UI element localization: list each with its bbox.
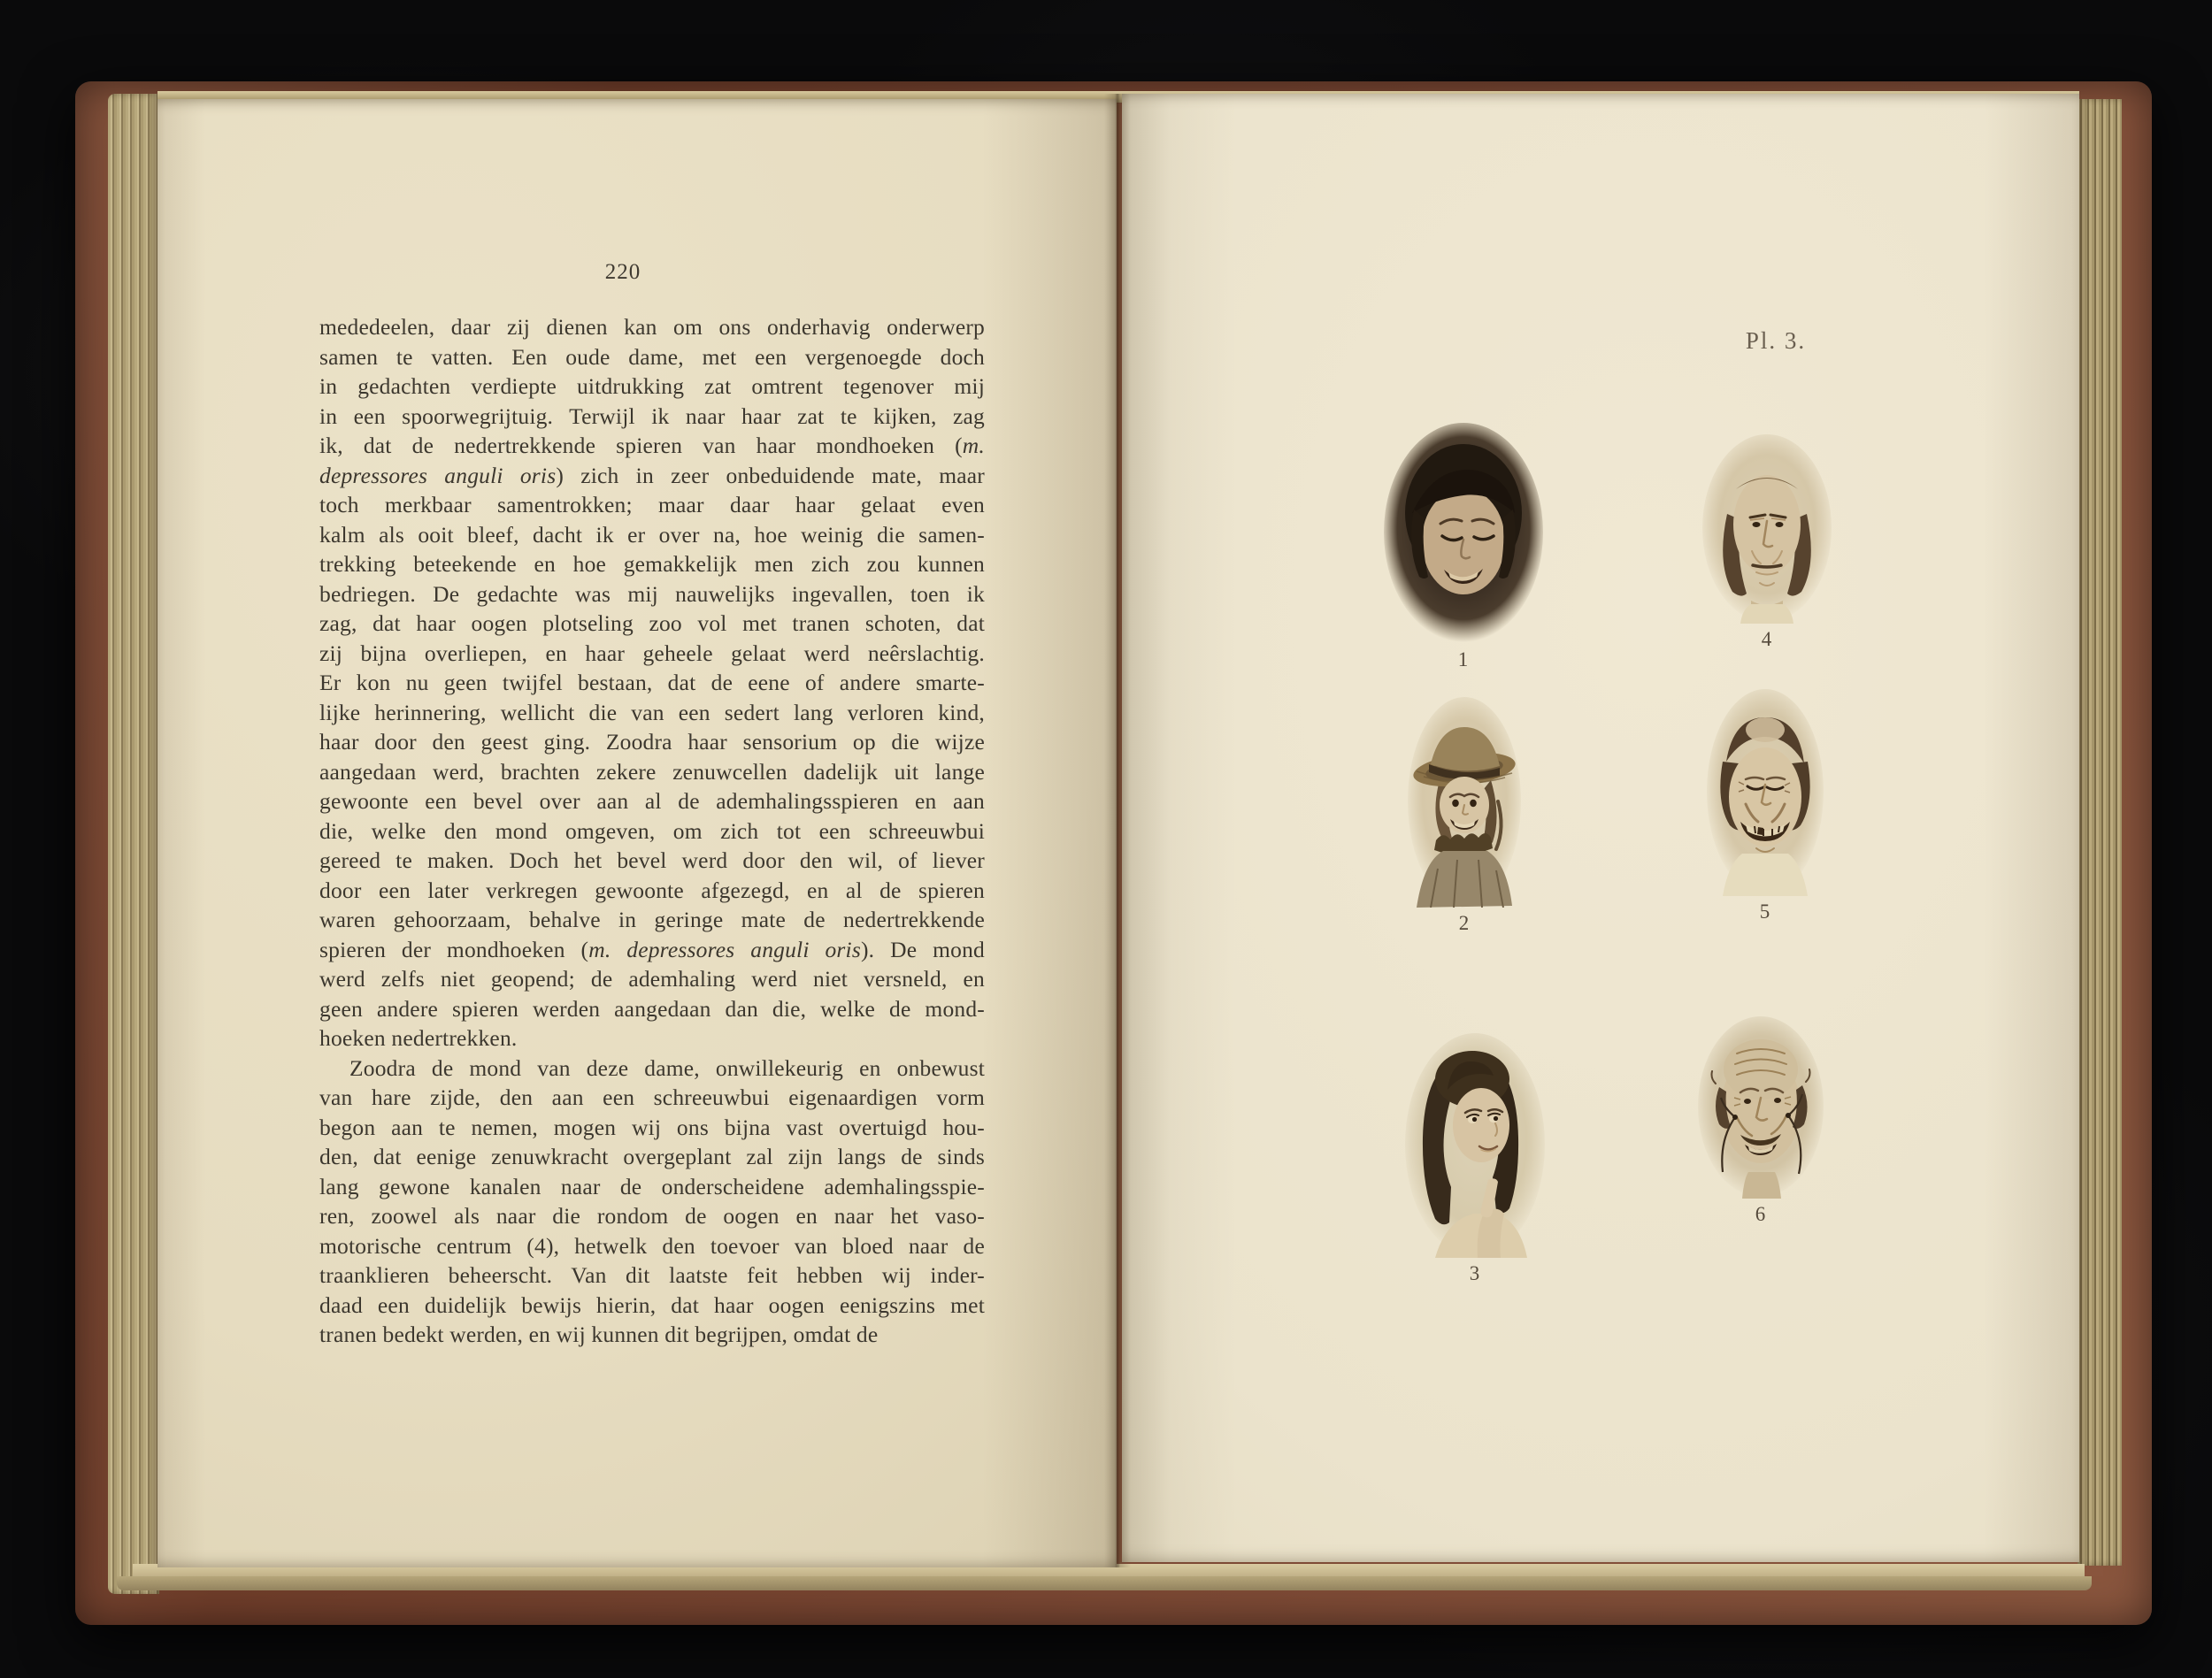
- text-line: van hare zijde, den aan een schreeuwbui eigenaardigen vorm: [319, 1084, 985, 1110]
- plate-figure-1: [1382, 421, 1545, 671]
- plate-label: Pl. 3.: [1745, 327, 1807, 354]
- text-line: ren, zoowel als naar die rondom de oogen en naar het vaso-: [319, 1203, 985, 1229]
- text-line: kalm als ooit bleef, dacht ik er over na, hoe weinig die samen-: [319, 521, 985, 548]
- figure-number: 1: [1457, 648, 1470, 670]
- text-line: zij bijna overliepen, en haar geheele gelaat werd neêrslachtig.: [319, 640, 985, 666]
- text-line: in gedachten verdiepte uitdrukking zat omtrent tegenover mij: [319, 373, 985, 399]
- portrait-photo-4: [1701, 433, 1833, 624]
- text-line: in een spoorwegrijtuig. Terwijl ik naar haar zat te kijken, zag: [319, 402, 985, 429]
- text-line: begon aan te nemen, mogen wij ons bijna vast overtuigd hou-: [319, 1114, 985, 1140]
- text-line: waren gehoorzaam, behalve in geringe mate de nedertrekkende: [319, 907, 985, 932]
- figure-number: 4: [1761, 628, 1773, 650]
- figure-number: 2: [1458, 912, 1471, 934]
- text-line: hoeken nedertrekken.: [319, 1025, 518, 1051]
- text-line: geen andere spieren werden aangedaan dan die, welke de mond-: [319, 995, 985, 1022]
- text-line: toch merkbaar samentrokken; maar daar haar gelaat even: [319, 492, 985, 517]
- page-edges-bottom-step: [117, 1576, 2092, 1590]
- text-line: lang gewone kanalen naar de onderscheidene ademhalingsspie-: [319, 1173, 985, 1199]
- figure-number: 6: [1755, 1203, 1767, 1225]
- text-line: gewoonte een bevel over aan al de ademhalingsspieren en aan: [319, 788, 985, 814]
- portrait-photo-6: [1696, 1015, 1825, 1199]
- text-line: lijke herinnering, wellicht die van een sedert lang verloren kind,: [319, 699, 985, 725]
- text-line: mededeelen, daar zij dienen kan om ons onderhavig onderwerp: [319, 314, 985, 340]
- text-line: werd zelfs niet geopend; de ademhaling werd niet versneld, en: [319, 966, 985, 992]
- text-line: bedriegen. De gedachte was mij nauwelijks ingevallen, toen ik: [319, 580, 985, 607]
- body-text: [319, 312, 985, 1350]
- text-line: zag, dat haar oogen plotseling zoo vol met tranen schoten, dat: [319, 610, 985, 636]
- text-line: den, dat eenige zenuwkracht overgeplant zal zijn langs de sinds: [319, 1144, 985, 1169]
- text-line: Zoodra de mond van deze dame, onwillekeurig en onbewust: [349, 1054, 985, 1081]
- text-line: tranen bedekt werden, en wij kunnen dit begrijpen, omdat de: [319, 1322, 879, 1347]
- portrait-photo-2: [1406, 695, 1523, 908]
- text-line: traanklieren beheerscht. Van dit laatste feit hebben wij inder-: [319, 1262, 985, 1288]
- text-line: motorische centrum (4), hetwelk den toevoer van bloed naar de: [319, 1232, 985, 1259]
- text-line: door een later verkregen gewoonte afgezegd, en al de spieren: [319, 877, 985, 903]
- text-line: trekking beteekende en hoe gemakkelijk men zich zou kunnen: [319, 551, 985, 577]
- text-line: haar door den geest ging. Zoodra haar sensorium op die wijze: [319, 729, 985, 755]
- portrait-photo-3: [1403, 1031, 1547, 1258]
- plate-figure-2: [1406, 695, 1523, 935]
- page-edges-right: [2078, 99, 2122, 1566]
- right-page-plate: [1122, 94, 2079, 1562]
- text-line: samen te vatten. Een oude dame, met een vergenoegde doch: [319, 343, 985, 370]
- text-line: spieren der mondhoeken (m. depressores anguli oris). De mond: [319, 936, 985, 962]
- text-line: aangedaan werd, brachten zekere zenuwcellen dadelijk uit lange: [319, 758, 985, 785]
- plate-figure-6: [1696, 1015, 1825, 1226]
- book-gutter: [1104, 94, 1131, 1567]
- text-line: daad een duidelijk bewijs hierin, dat haar oogen eenigszins met: [319, 1291, 985, 1318]
- page-edges-left: [108, 94, 159, 1594]
- figure-number: 5: [1759, 900, 1771, 923]
- figure-number: 3: [1469, 1262, 1481, 1284]
- plate-figure-3: [1403, 1031, 1547, 1285]
- text-line: ik, dat de nedertrekkende spieren van haar mondhoeken (m.: [319, 433, 985, 458]
- plate-figure-5: [1705, 687, 1825, 923]
- page-number: 220: [604, 260, 641, 284]
- portrait-photo-5: [1705, 687, 1825, 896]
- plate-figure-4: [1701, 433, 1833, 651]
- left-page: [157, 99, 1117, 1567]
- text-line: depressores anguli oris) zich in zeer onbeduidende mate, maar: [319, 462, 985, 488]
- text-line: gereed te maken. Doch het bevel werd door den wil, of liever: [319, 847, 985, 873]
- text-line: Er kon nu geen twijfel bestaan, dat de eene of andere smarte-: [319, 670, 985, 695]
- portrait-photo-1: [1382, 421, 1545, 644]
- text-line: die, welke den mond omgeven, om zich tot een schreeuwbui: [319, 817, 985, 844]
